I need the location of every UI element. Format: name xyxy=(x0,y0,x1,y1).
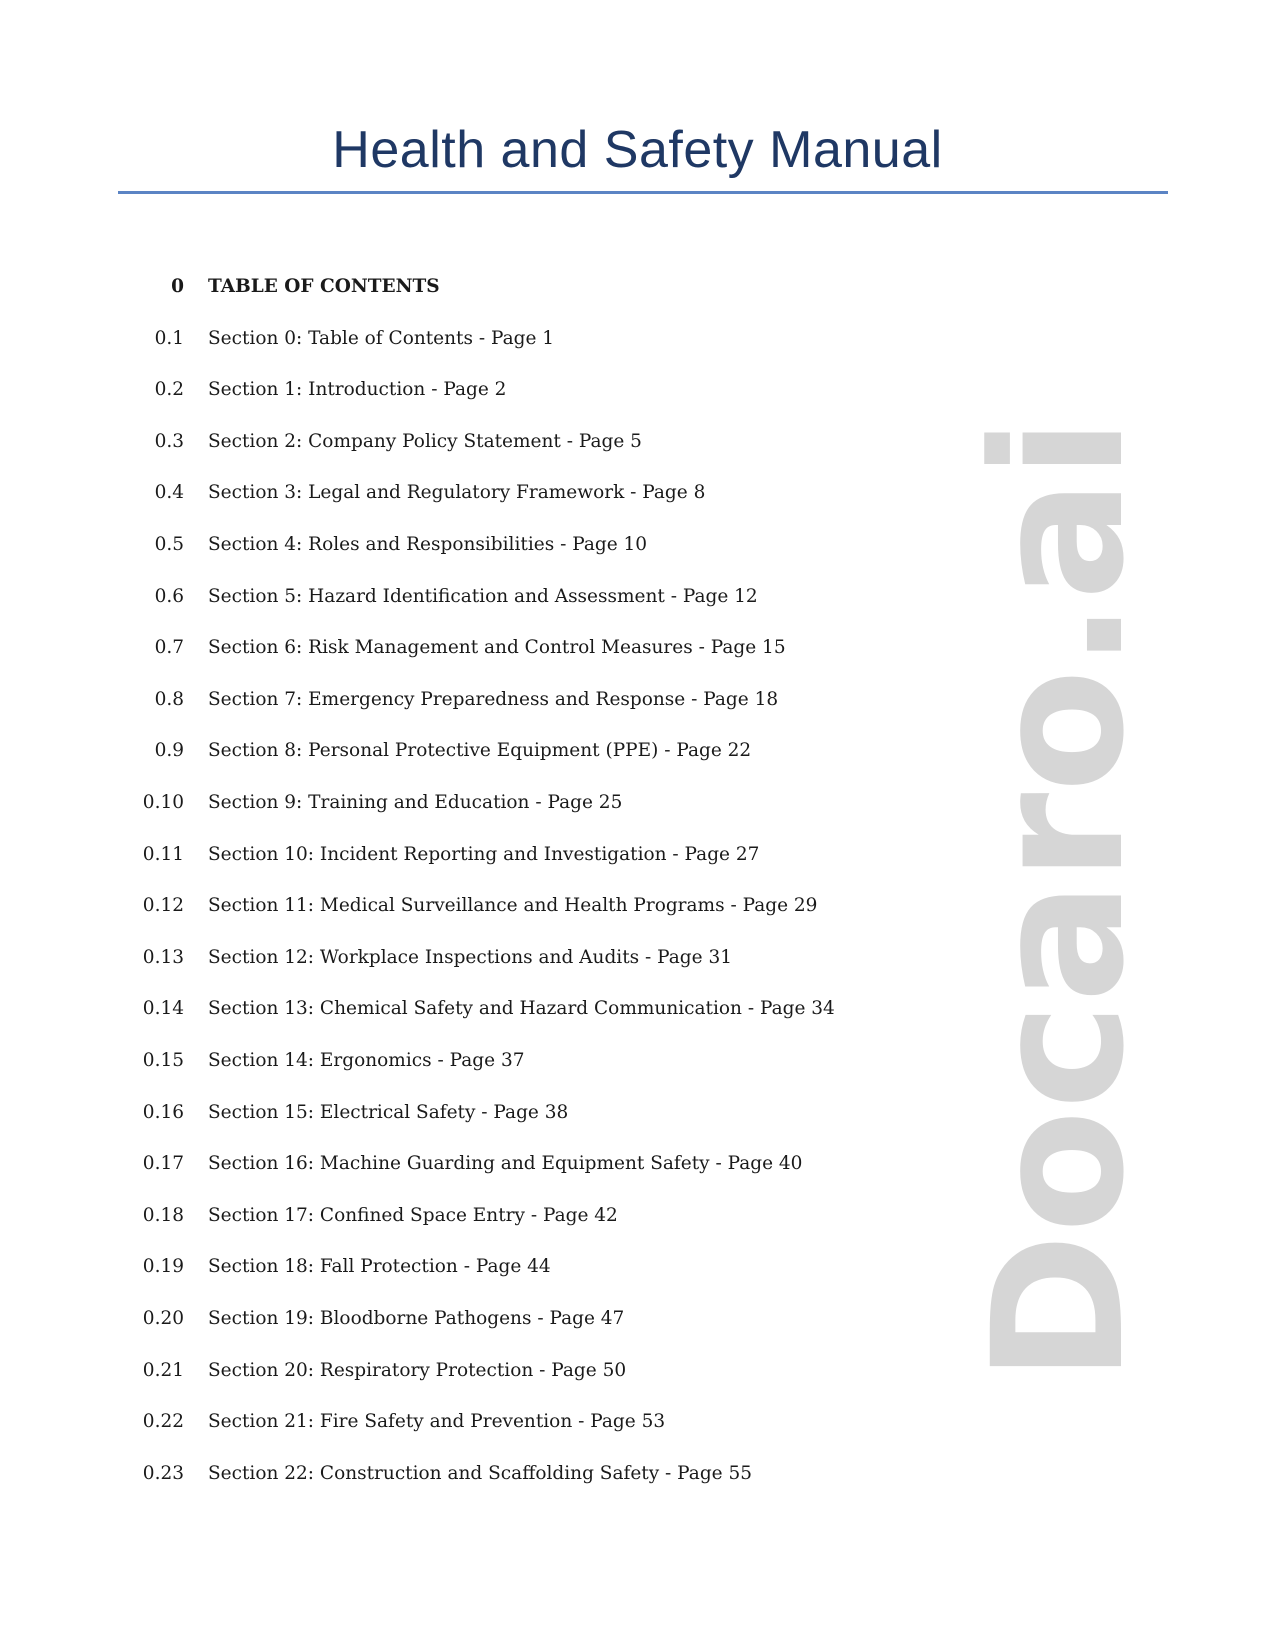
toc-entry-number: 0.13 xyxy=(142,946,184,968)
toc-entry-number: 0.5 xyxy=(154,534,184,555)
toc-entry-label[interactable]: Section 8: Personal Protective Equipment (PPE) - Page 22 xyxy=(208,740,752,762)
toc-entry-label[interactable]: Section 13: Chemical Safety and Hazard Communication - Page 34 xyxy=(208,998,835,1020)
toc-entry-label[interactable]: Section 10: Incident Reporting and Investigation - Page 27 xyxy=(208,843,760,865)
watermark: Docaro.ai xyxy=(955,417,1164,1383)
toc-entry-label[interactable]: Section 5: Hazard Identification and Assessment - Page 12 xyxy=(208,585,758,607)
toc-entry-number: 0.3 xyxy=(154,430,184,452)
toc-entry-label[interactable]: Section 15: Electrical Safety - Page 38 xyxy=(208,1101,569,1123)
toc-entry-label[interactable]: Section 4: Roles and Responsibilities - Page 10 xyxy=(208,534,648,555)
toc-entry-label[interactable]: Section 17: Confined Space Entry - Page 42 xyxy=(208,1204,618,1226)
toc-entry-number: 0.15 xyxy=(142,1050,184,1071)
toc-entry-label[interactable]: Section 18: Fall Protection - Page 44 xyxy=(208,1256,551,1278)
toc-entry-label[interactable]: Section 9: Training and Education - Page 25 xyxy=(208,792,623,813)
toc-entry-number: 0.16 xyxy=(142,1101,184,1123)
toc-entry-label[interactable]: Section 12: Workplace Inspections and Audits - Page 31 xyxy=(208,946,732,968)
toc-entry-label[interactable]: Section 7: Emergency Preparedness and Response - Page 18 xyxy=(208,688,779,710)
toc-entry-number: 0.2 xyxy=(154,379,184,401)
toc-entry-number: 0.7 xyxy=(154,637,184,659)
toc-entry-label[interactable]: Section 22: Construction and Scaffolding Safety - Page 55 xyxy=(208,1462,753,1484)
toc-entry-label[interactable]: Section 1: Introduction - Page 2 xyxy=(208,379,507,401)
toc-entry-number: 0.8 xyxy=(154,688,184,710)
toc-entry-number: 0.17 xyxy=(142,1153,184,1175)
toc-entry-number: 0.12 xyxy=(142,895,184,917)
toc-entry-number: 0.20 xyxy=(142,1308,184,1329)
toc-entry-label[interactable]: Section 21: Fire Safety and Prevention - Page 53 xyxy=(208,1411,666,1433)
toc-entry-number: 0.23 xyxy=(142,1462,184,1484)
toc-entry-number: 0.9 xyxy=(154,740,184,762)
toc-entry-number: 0.4 xyxy=(154,482,184,504)
toc-entry-number: 0.6 xyxy=(154,585,184,607)
toc-entry-number: 0.14 xyxy=(142,998,184,1020)
toc-entry-label[interactable]: Section 3: Legal and Regulatory Framework - Page 8 xyxy=(208,482,706,504)
toc-entry-number: 0.1 xyxy=(154,327,184,349)
toc-entry-label[interactable]: Section 6: Risk Management and Control Measures - Page 15 xyxy=(208,637,786,659)
toc-entry-number: 0.19 xyxy=(142,1256,184,1278)
toc-entry-label[interactable]: Section 2: Company Policy Statement - Page 5 xyxy=(208,430,642,452)
toc-entry-label[interactable]: Section 14: Ergonomics - Page 37 xyxy=(208,1050,525,1071)
toc-heading-label: TABLE OF CONTENTS xyxy=(208,276,440,297)
toc-entry-number: 0.18 xyxy=(142,1204,184,1226)
toc-entry-number: 0.11 xyxy=(142,843,184,865)
toc-entry-number: 0.21 xyxy=(142,1359,184,1381)
toc-heading-number: 0 xyxy=(171,276,184,297)
title-divider xyxy=(118,191,1168,194)
document-title: Health and Safety Manual xyxy=(332,121,943,179)
toc-entry-label[interactable]: Section 0: Table of Contents - Page 1 xyxy=(208,327,555,349)
toc-entry-label[interactable]: Section 16: Machine Guarding and Equipment Safety - Page 40 xyxy=(208,1153,803,1175)
toc-entry-number: 0.22 xyxy=(142,1411,184,1433)
toc-entry-number: 0.10 xyxy=(142,792,184,813)
toc-entry-label[interactable]: Section 19: Bloodborne Pathogens - Page 47 xyxy=(208,1308,625,1329)
toc-entry-label[interactable]: Section 20: Respiratory Protection - Page 50 xyxy=(208,1359,627,1381)
toc-entry-label[interactable]: Section 11: Medical Surveillance and Health Programs - Page 29 xyxy=(208,895,818,917)
